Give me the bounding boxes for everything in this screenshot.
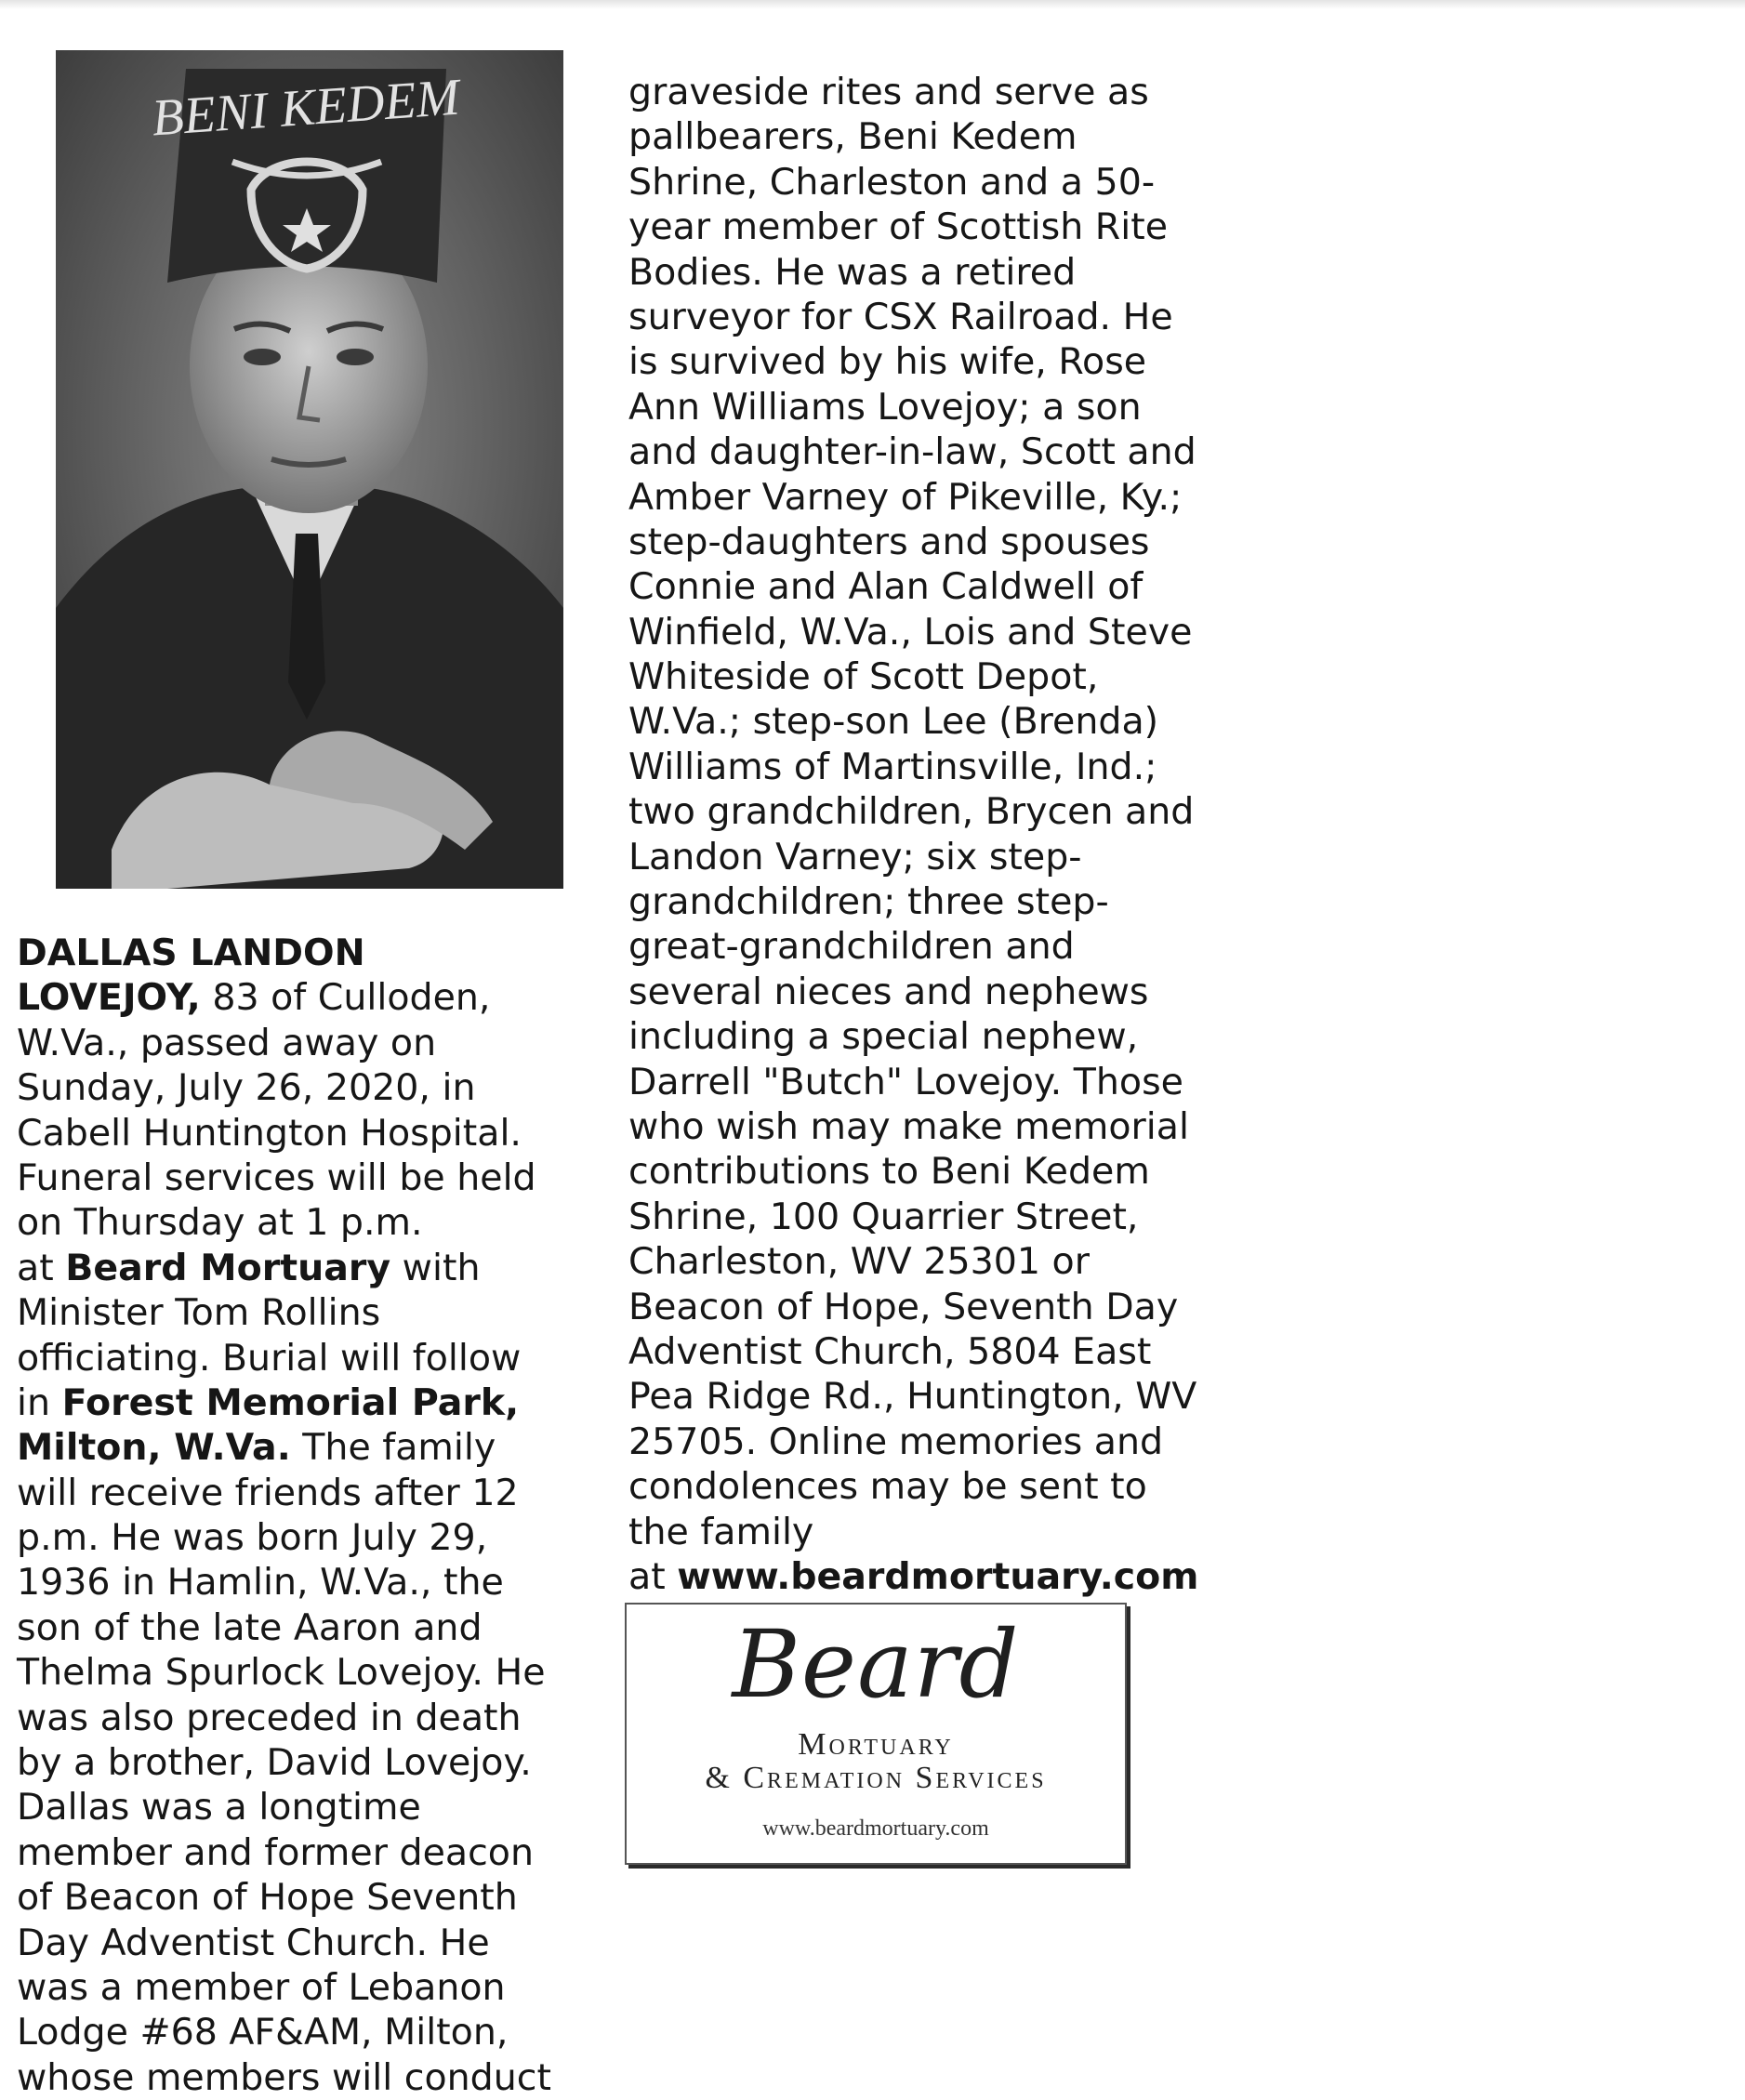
bold-text: www.beardmortuary.com bbox=[677, 1554, 1199, 1598]
text-line bbox=[628, 1239, 1198, 1284]
text-line bbox=[628, 1149, 1198, 1194]
text-run: Sunday, July 26, 2020, in bbox=[17, 1066, 476, 1110]
text-line bbox=[17, 1380, 551, 1425]
text-line bbox=[628, 1464, 1198, 1509]
text-run: Amber Varney of Pikeville, Ky.; bbox=[628, 475, 1183, 519]
bold-text: Milton, W.Va. bbox=[17, 1426, 291, 1470]
text-run: Whiteside of Scott Depot, bbox=[628, 655, 1099, 699]
text-line bbox=[17, 1336, 551, 1380]
text-line bbox=[17, 1065, 551, 1110]
bold-text: Beard Mortuary bbox=[65, 1246, 391, 1289]
text-run: grandchildren; three step- bbox=[628, 880, 1109, 924]
text-run: Thelma Spurlock Lovejoy. He bbox=[17, 1651, 546, 1695]
text-line bbox=[628, 610, 1198, 654]
text-line bbox=[628, 339, 1198, 384]
text-run: Beacon of Hope, Seventh Day bbox=[628, 1285, 1179, 1328]
text-line bbox=[17, 1471, 551, 1515]
text-run: Pea Ridge Rd., Huntington, WV bbox=[628, 1375, 1197, 1419]
text-line bbox=[17, 1156, 551, 1200]
text-run: by a brother, David Lovejoy. bbox=[17, 1741, 532, 1785]
text-run: in bbox=[17, 1380, 62, 1424]
text-run: on Thursday at 1 p.m. bbox=[17, 1201, 423, 1245]
text-run: Adventist Church, 5804 East bbox=[628, 1329, 1152, 1373]
text-line bbox=[17, 1740, 551, 1785]
text-line bbox=[628, 295, 1198, 339]
text-run: Funeral services will be held bbox=[17, 1156, 536, 1199]
text-line bbox=[628, 1329, 1198, 1374]
text-run: of Beacon of Hope Seventh bbox=[17, 1876, 518, 1920]
text-run: W.Va., passed away on bbox=[17, 1021, 437, 1064]
text-line bbox=[17, 1605, 551, 1650]
text-line bbox=[628, 835, 1198, 879]
text-line bbox=[628, 1374, 1198, 1419]
text-line bbox=[628, 520, 1198, 564]
logo-url: www.beardmortuary.com bbox=[762, 1816, 989, 1841]
portrait-illustration bbox=[56, 50, 563, 889]
text-line bbox=[628, 745, 1198, 789]
text-run: was also preceded in death bbox=[17, 1696, 522, 1739]
hat-text: BENI KEDEM bbox=[150, 68, 462, 148]
text-run: including a special nephew, bbox=[628, 1015, 1139, 1059]
text-run: at bbox=[17, 1246, 66, 1289]
text-run: at bbox=[628, 1554, 678, 1598]
text-run: surveyor for CSX Railroad. He bbox=[628, 295, 1173, 338]
text-line bbox=[628, 970, 1198, 1014]
text-run: Winfield, W.Va., Lois and Steve bbox=[628, 610, 1193, 654]
text-run: two grandchildren, Brycen and bbox=[628, 790, 1195, 834]
text-line bbox=[17, 1830, 551, 1875]
text-run: contributions to Beni Kedem bbox=[628, 1150, 1150, 1194]
text-run: Shrine, 100 Quarrier Street, bbox=[628, 1195, 1139, 1238]
text-run: Dallas was a longtime bbox=[17, 1786, 421, 1829]
text-run: who wish may make memorial bbox=[628, 1104, 1189, 1148]
text-line bbox=[628, 1060, 1198, 1104]
text-run: great-grandchildren and bbox=[628, 925, 1075, 969]
text-run: p.m. He was born July 29, bbox=[17, 1516, 488, 1560]
text-run: Shrine, Charleston and a 50- bbox=[628, 160, 1156, 204]
text-line bbox=[17, 2010, 551, 2054]
text-line bbox=[17, 1560, 551, 1605]
text-run: Ann Williams Lovejoy; a son bbox=[628, 385, 1142, 429]
text-line bbox=[17, 1650, 551, 1695]
text-line bbox=[628, 475, 1198, 520]
text-line bbox=[628, 879, 1198, 924]
text-run: step-daughters and spouses bbox=[628, 520, 1150, 563]
text-line bbox=[628, 1510, 1198, 1554]
text-line bbox=[628, 654, 1198, 699]
bold-text: Forest Memorial Park, bbox=[61, 1380, 520, 1424]
text-run: Bodies. He was a retired bbox=[628, 250, 1077, 294]
text-run: year member of Scottish Rite bbox=[628, 205, 1169, 249]
text-run: The family bbox=[290, 1426, 496, 1470]
text-line bbox=[628, 1285, 1198, 1329]
text-line bbox=[628, 1554, 1198, 1599]
beard-mortuary-logo bbox=[625, 1603, 1127, 1865]
text-run: Cabell Huntington Hospital. bbox=[17, 1111, 522, 1155]
text-run: Charleston, WV 25301 or bbox=[628, 1240, 1090, 1284]
text-line bbox=[17, 1696, 551, 1740]
text-run: 1936 in Hamlin, W.Va., the bbox=[17, 1561, 504, 1605]
obituary-column-right bbox=[628, 70, 1198, 1599]
text-line bbox=[628, 385, 1198, 429]
text-line bbox=[628, 924, 1198, 969]
text-run: officiating. Burial will follow bbox=[17, 1336, 522, 1380]
text-run: will receive friends after 12 bbox=[17, 1471, 519, 1514]
text-line bbox=[628, 564, 1198, 609]
text-line bbox=[17, 1425, 551, 1470]
text-line bbox=[628, 1195, 1198, 1239]
text-run: the family bbox=[628, 1510, 814, 1553]
text-run: member and former deacon bbox=[17, 1830, 534, 1874]
text-line bbox=[628, 699, 1198, 744]
text-line bbox=[628, 114, 1198, 159]
text-run: pallbearers, Beni Kedem bbox=[628, 115, 1077, 159]
text-run: son of the late Aaron and bbox=[17, 1605, 483, 1649]
text-run: Williams of Martinsville, Ind.; bbox=[628, 745, 1157, 788]
scan-edge bbox=[0, 0, 1745, 9]
text-run: whose members will conduct bbox=[17, 2055, 551, 2099]
text-run: is survived by his wife, Rose bbox=[628, 340, 1147, 384]
text-line bbox=[17, 1785, 551, 1829]
text-line bbox=[17, 1111, 551, 1156]
text-run: W.Va.; step-son Lee (Brenda) bbox=[628, 700, 1159, 744]
logo-line-cremation: & Cremation Services bbox=[705, 1761, 1047, 1795]
text-run: Minister Tom Rollins bbox=[17, 1291, 381, 1335]
text-line bbox=[17, 1021, 551, 1065]
text-line bbox=[628, 205, 1198, 249]
text-line bbox=[17, 1290, 551, 1335]
text-run: Day Adventist Church. He bbox=[17, 1921, 490, 1964]
text-run: several nieces and nephews bbox=[628, 970, 1149, 1013]
text-line bbox=[17, 1965, 551, 2010]
text-line bbox=[628, 429, 1198, 474]
portrait-photo bbox=[56, 50, 563, 889]
text-line bbox=[17, 1921, 551, 1965]
text-line bbox=[628, 789, 1198, 834]
text-run: Connie and Alan Caldwell of bbox=[628, 565, 1144, 609]
text-run: graveside rites and serve as bbox=[628, 71, 1149, 113]
text-line bbox=[628, 70, 1198, 114]
text-run: was a member of Lebanon bbox=[17, 1965, 506, 2009]
logo-line-mortuary: Mortuary bbox=[798, 1727, 954, 1762]
text-line bbox=[17, 2055, 551, 2100]
text-run: 25705. Online memories and bbox=[628, 1420, 1164, 1463]
text-run: with bbox=[390, 1246, 481, 1289]
text-run: Darrell "Butch" Lovejoy. Those bbox=[628, 1060, 1183, 1103]
text-line bbox=[17, 931, 551, 975]
text-line bbox=[628, 1014, 1198, 1059]
text-line bbox=[628, 160, 1198, 205]
text-line bbox=[17, 1515, 551, 1560]
text-line bbox=[628, 1420, 1198, 1464]
text-run: condolences may be sent to bbox=[628, 1465, 1147, 1509]
bold-text: DALLAS LANDON bbox=[17, 931, 365, 974]
text-run: Lodge #68 AF&AM, Milton, bbox=[17, 2011, 509, 2054]
text-line bbox=[17, 1875, 551, 1920]
text-line bbox=[17, 1200, 551, 1245]
text-run: and daughter-in-law, Scott and bbox=[628, 430, 1196, 474]
bold-text: LOVEJOY, bbox=[17, 976, 201, 1020]
text-run: 83 of Culloden, bbox=[200, 976, 491, 1020]
obituary-column-left bbox=[17, 931, 551, 2100]
text-run: Landon Varney; six step- bbox=[628, 835, 1082, 878]
text-line bbox=[628, 1104, 1198, 1149]
logo-script: Beard bbox=[732, 1610, 1020, 1719]
text-line bbox=[628, 250, 1198, 295]
text-line bbox=[17, 1246, 551, 1290]
text-line bbox=[17, 975, 551, 1020]
